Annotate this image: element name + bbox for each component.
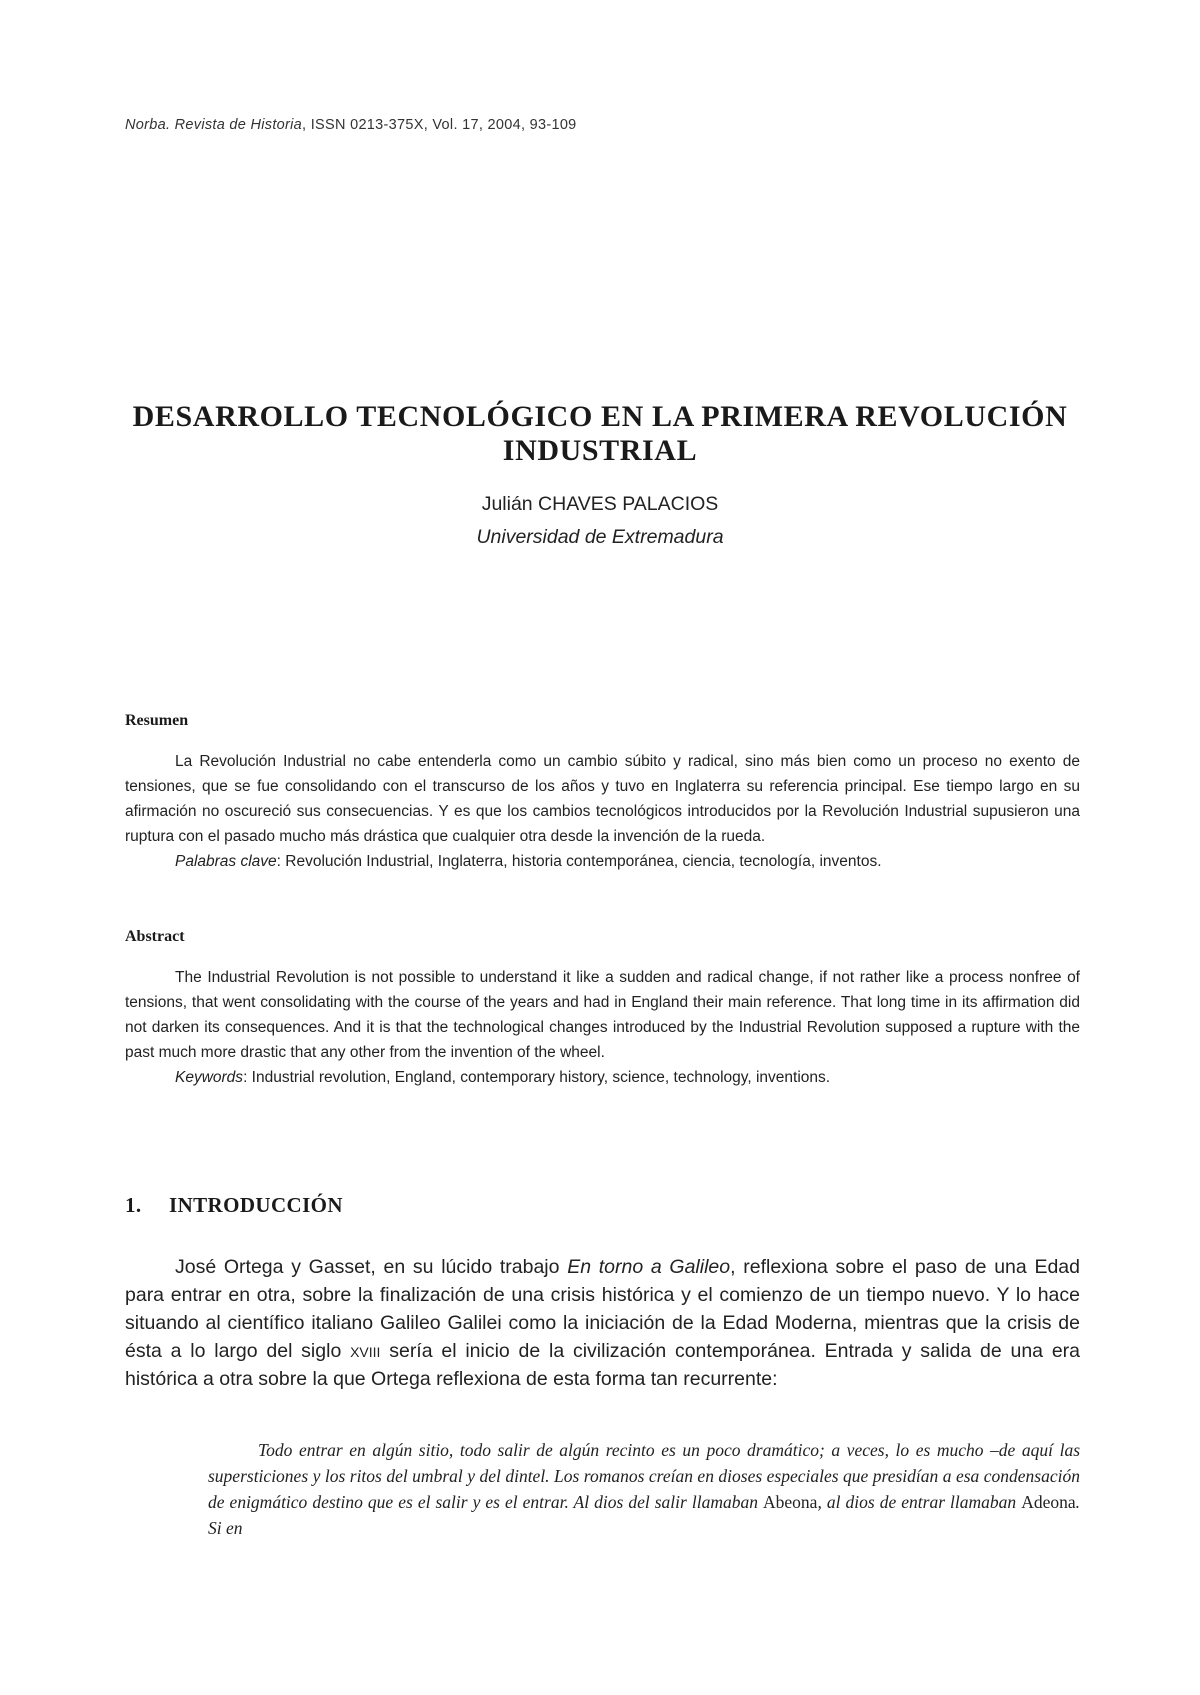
keywords-list: : Industrial revolution, England, contemporary history, science, technology, inventions. — [243, 1069, 831, 1086]
abstract-block — [125, 965, 1080, 1090]
section-title: INTRODUCCIÓN — [169, 1193, 343, 1217]
section-heading-introduccion — [125, 1193, 343, 1218]
resumen-text: La Revolución Industrial no cabe entenderla como un cambio súbito y radical, sino más bien como un proceso no exento de tensiones, que se fue consolidando con el transcurso de los años y tuvo en Inglaterra su referencia principal. Ese tiempo largo en su afirmación no oscureció sus consecuencias. Y es que los cambios tecnológicos introducidos por la Revolución Industrial supusieron una ruptura con el pasado mucho más drástica que cualquier otra desde la invención de la rueda. — [125, 753, 1080, 845]
intro-text-2: , reflexiona sobre el paso de una Edad para entrar en otra, sobre la finalización de una crisis histórica y el comienzo de un tiempo nuevo. Y lo hace situando al científico italiano Galileo Galilei como la iniciación de la Edad Moderna, mientras que la crisis de ésta a lo largo del siglo — [125, 1256, 1080, 1362]
abstract-text: The Industrial Revolution is not possible to understand it like a sudden and radical change, if not rather like a process nonfree of tensions, that went consolidating with the course of the years and had in England their main reference. That long time in its affirmation did not darken its consequences. And it is that the technological changes introduced by the Industrial Revolution supposed a rupture with the past much more drastic that any other from the invention of the wheel. — [125, 969, 1080, 1061]
keywords-label: Palabras clave — [175, 853, 277, 870]
abstract-heading: Abstract — [125, 928, 185, 945]
intro-text-1: José Ortega y Gasset, en su lúcido trabajo — [175, 1256, 568, 1278]
resumen-block — [125, 749, 1080, 874]
author-affiliation: Universidad de Extremadura — [476, 526, 724, 548]
quote-name-adeona: Adeona — [1021, 1492, 1076, 1512]
resumen-heading: Resumen — [125, 712, 189, 729]
resumen-keywords — [125, 849, 1080, 874]
keywords-label: Keywords — [175, 1069, 244, 1086]
quote-text-3: . Si en — [208, 1492, 1080, 1538]
keywords-list: : Revolución Industrial, Inglaterra, historia contemporánea, ciencia, tecnología, inventos. — [276, 853, 882, 870]
journal-name: Norba. Revista de Historia — [125, 117, 303, 133]
quote-text-2: , al dios de entrar llamaban — [817, 1492, 1022, 1512]
quote-text-1: Todo entrar en algún sitio, todo salir de algún recinto es un poco dramático; a veces, lo es mucho –de aquí las supersticiones y los ritos del umbral y del dintel. Los romanos creían en dioses especiales que presidían a esa condensación de enigmático destino que es el salir y es el entrar. Al dios del salir llamaban — [208, 1440, 1080, 1512]
block-quote — [208, 1437, 1080, 1541]
intro-paragraph — [125, 1253, 1080, 1393]
running-header — [125, 117, 577, 133]
quote-name-abeona: Abeona — [763, 1492, 818, 1512]
section-number: 1. — [125, 1193, 142, 1217]
intro-text-3: sería el inicio de la civilización contemporánea. Entrada y salida de una era histórica a otra sobre la que Ortega reflexiona de esta forma tan recurrente: — [125, 1340, 1080, 1390]
paper-title: DESARROLLO TECNOLÓGICO EN LA PRIMERA REVOLUCIÓN INDUSTRIAL — [132, 400, 1068, 467]
citation-details: , ISSN 0213-375X, Vol. 17, 2004, 93-109 — [302, 117, 577, 133]
cited-work-title: En torno a Galileo — [567, 1256, 731, 1278]
author-name: Julián CHAVES PALACIOS — [481, 493, 719, 515]
abstract-keywords — [125, 1065, 1080, 1090]
century-numeral: xviii — [350, 1340, 381, 1362]
